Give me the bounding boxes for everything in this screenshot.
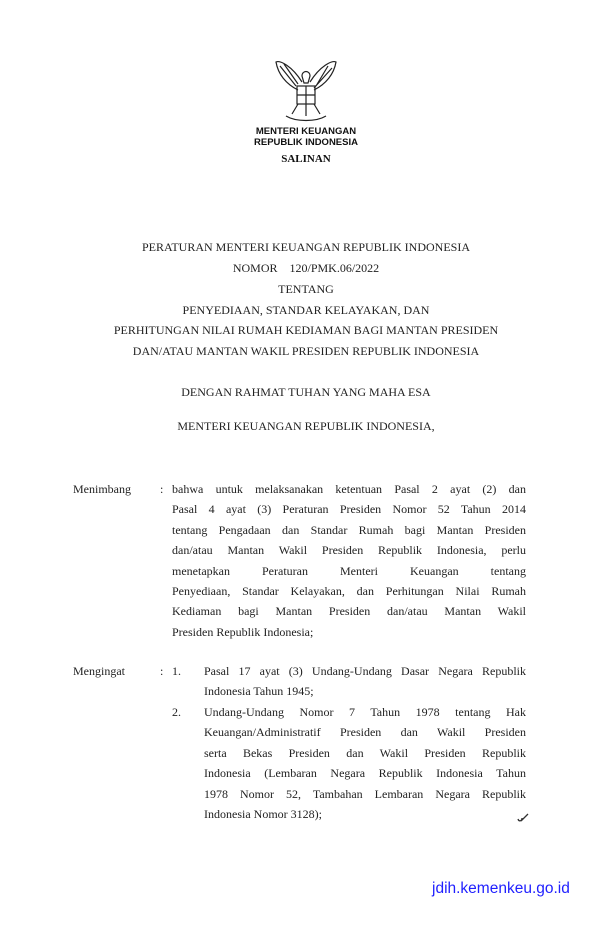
text-line: Kediaman bagi Mantan Presiden dan/atau Mantan Wakil [172,604,526,619]
text-line: Indonesia Nomor 3128); [204,806,322,821]
issuer: MENTERI KEUANGAN REPUBLIK INDONESIA, [177,419,435,433]
nomor-value: 120/PMK.06/2022 [289,261,380,275]
mengingat-item [204,702,526,824]
text-line: serta Bekas Presiden dan Wakil Presiden Republik [204,745,526,760]
regulation-title: PERATURAN MENTERI KEUANGAN REPUBLIK INDONESIA [142,240,470,254]
subject-line: PERHITUNGAN NILAI RUMAH KEDIAMAN BAGI MANTAN PRESIDEN [113,323,499,337]
subject-line: PENYEDIAAN, STANDAR KELAYAKAN, DAN [182,303,430,317]
item-number: 2. [172,705,181,719]
text-line: Penyediaan, Standar Kelayakan, dan Perhitungan Nilai Rumah [172,583,526,598]
text-line: tentang Pengadaan dan Standar Rumah bagi Mantan Presiden [172,522,526,537]
text-line: Indonesia (Lembaran Negara Republik Indonesia Tahun [204,766,526,781]
text-line: Pasal 4 ayat (3) Peraturan Presiden Nomor 52 Tahun 2014 [172,502,526,517]
menimbang-colon: : [160,482,164,496]
text-line: Presiden Republik Indonesia; [172,624,314,639]
regulation-number [0,261,612,275]
text-line: Keuangan/Administratif Presiden dan Wakil Presiden [204,725,526,740]
text-line: Pasal 17 ayat (3) Undang-Undang Dasar Negara Republik [204,664,526,678]
mengingat-colon: : [160,664,164,678]
text-line: Undang-Undang Nomor 7 Tahun 1978 tentang Hak [204,705,526,719]
text-line: Indonesia Tahun 1945; [204,684,314,699]
letterhead-line2: REPUBLIK INDONESIA [254,137,358,148]
menimbang-paragraph [172,479,526,642]
text-line: dan/atau Mantan Wakil Presiden Republik Indonesia, perlu [172,543,526,558]
mengingat-label: Mengingat [73,664,125,678]
menimbang-label: Menimbang [73,482,131,496]
initial-mark-icon [516,810,530,828]
garuda-emblem-icon [272,56,340,126]
salinan-stamp: SALINAN [281,153,331,165]
jdih-link[interactable]: jdih.kemenkeu.go.id [432,880,570,897]
letterhead-line1: MENTERI KEUANGAN [255,126,357,137]
tentang-heading: TENTANG [278,282,334,296]
subject-line: DAN/ATAU MANTAN WAKIL PRESIDEN REPUBLIK INDONESIA [132,344,480,358]
item-number: 1. [172,664,181,678]
text-line: 1978 Nomor 52, Tambahan Lembaran Negara Republik [204,786,526,801]
nomor-label: NOMOR [232,261,278,275]
text-line: bahwa untuk melaksanakan ketentuan Pasal 2 ayat (2) dan [172,482,526,496]
invocation: DENGAN RAHMAT TUHAN YANG MAHA ESA [181,385,431,399]
mengingat-item [204,661,526,702]
text-line: menetapkan Peraturan Menteri Keuangan tentang [172,563,526,578]
